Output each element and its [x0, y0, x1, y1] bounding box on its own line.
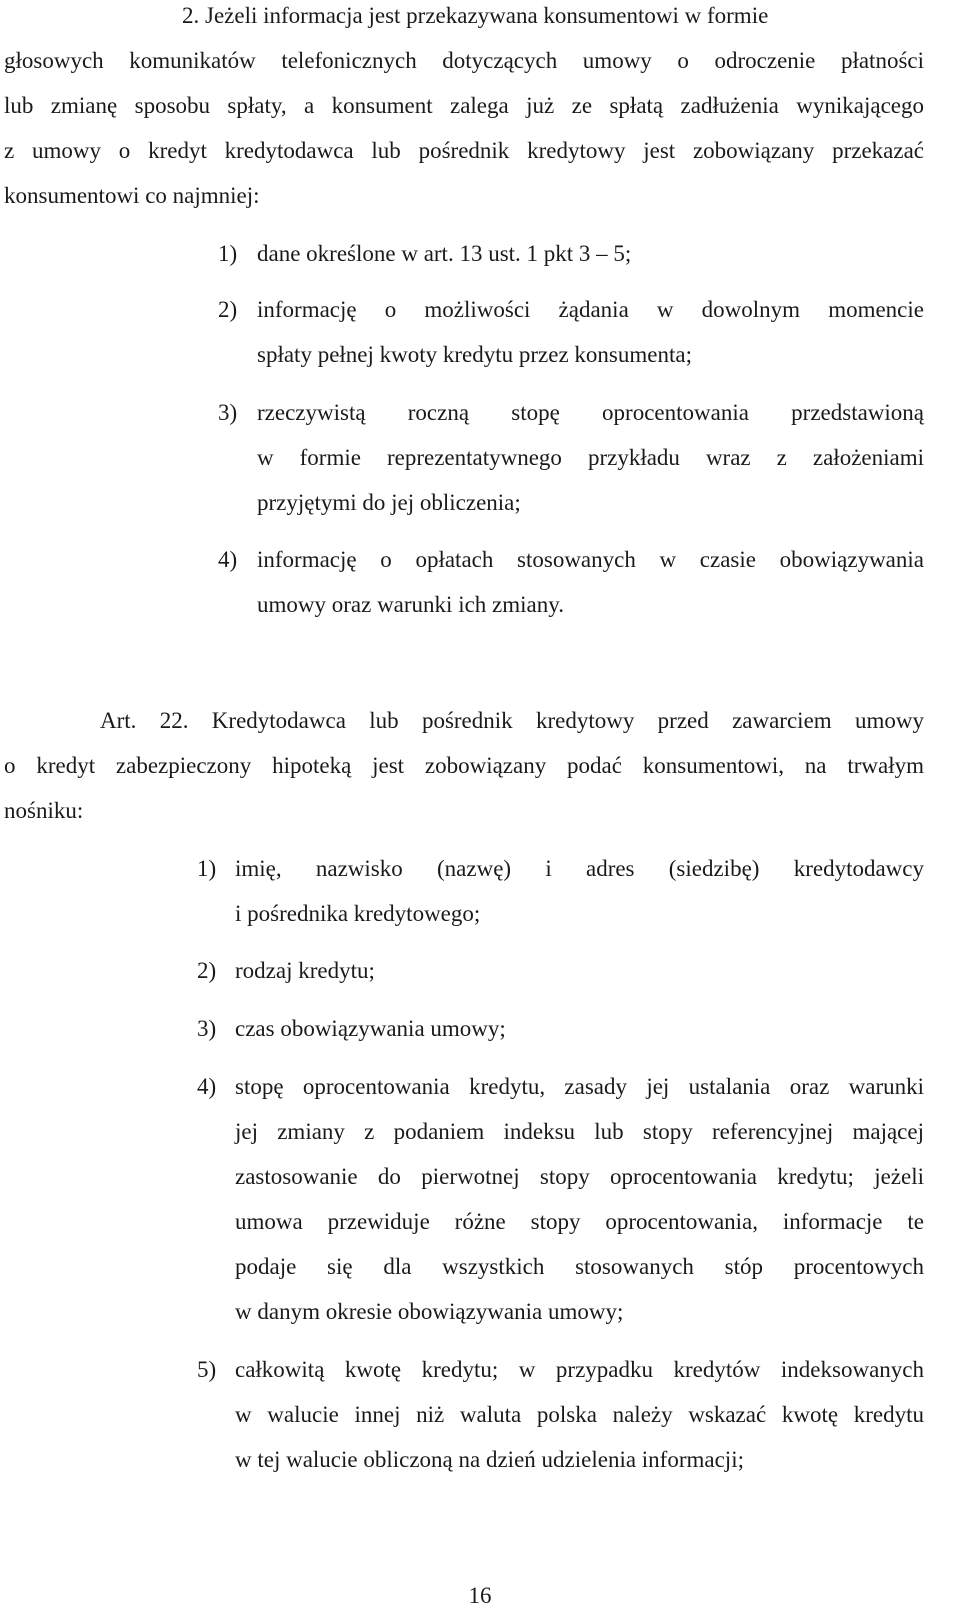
list-item-line: rodzaj kredytu; — [235, 958, 375, 983]
list-item-number: 2) — [197, 958, 217, 983]
list-item-line: informację o możliwości żądania w dowolnym momencie — [257, 297, 924, 322]
list-item-line: i pośrednika kredytowego; — [235, 901, 481, 926]
paragraph-line: z umowy o kredyt kredytodawca lub pośrednik kredytowy jest zobowiązany przekazać — [4, 138, 924, 163]
paragraph-line: lub zmianę sposobu spłaty, a konsument zalega już ze spłatą zadłużenia wynikającego — [4, 93, 924, 118]
list-item-line: w tej walucie obliczoną na dzień udzielenia informacji; — [235, 1447, 744, 1472]
paragraph-line: 2. Jeżeli informacja jest przekazywana konsumentowi w formie — [182, 3, 769, 28]
list-item-line: umowa przewiduje różne stopy oprocentowania, informacje te — [235, 1209, 924, 1234]
list-item-line: umowy oraz warunki ich zmiany. — [257, 592, 564, 617]
list-item-line: w walucie innej niż waluta polska należy wskazać kwotę kredytu — [235, 1402, 924, 1427]
list-item-line: w formie reprezentatywnego przykładu wraz z założeniami — [257, 445, 924, 470]
list-item-line: podaje się dla wszystkich stosowanych stóp procentowych — [235, 1254, 924, 1279]
page-number: 16 — [468, 1583, 492, 1608]
list-item-number: 5) — [197, 1357, 217, 1382]
list-item-number: 4) — [197, 1074, 217, 1099]
list-item-number: 3) — [197, 1016, 217, 1041]
list-item-number: 2) — [218, 297, 238, 322]
paragraph-line: głosowych komunikatów telefonicznych dotyczących umowy o odroczenie płatności — [4, 48, 924, 73]
list-item-line: informację o opłatach stosowanych w czasie obowiązywania — [257, 547, 924, 572]
list-item-number: 1) — [197, 856, 217, 881]
list-item-line: imię, nazwisko (nazwę) i adres (siedzibę) kredytodawcy — [235, 856, 924, 881]
paragraph-line: Art. 22. Kredytodawca lub pośrednik kredytowy przed zawarciem umowy — [100, 708, 924, 733]
list-item-line: rzeczywistą roczną stopę oprocentowania przedstawioną — [257, 400, 924, 425]
list-item-number: 1) — [218, 241, 238, 266]
list-item-line: czas obowiązywania umowy; — [235, 1016, 506, 1041]
list-item-line: jej zmiany z podaniem indeksu lub stopy referencyjnej mającej — [235, 1119, 924, 1144]
list-item-line: zastosowanie do pierwotnej stopy oprocentowania kredytu; jeżeli — [235, 1164, 924, 1189]
list-item-number: 4) — [218, 547, 238, 572]
paragraph-line: o kredyt zabezpieczony hipoteką jest zobowiązany podać konsumentowi, na trwałym — [4, 753, 924, 778]
list-item-line: przyjętymi do jej obliczenia; — [257, 490, 521, 515]
list-item-line: dane określone w art. 13 ust. 1 pkt 3 – 5; — [257, 241, 632, 266]
list-item-line: spłaty pełnej kwoty kredytu przez konsumenta; — [257, 342, 692, 367]
paragraph-line: konsumentowi co najmniej: — [4, 183, 260, 208]
paragraph-line: nośniku: — [4, 798, 84, 823]
list-item-line: w danym okresie obowiązywania umowy; — [235, 1299, 624, 1324]
list-item-line: stopę oprocentowania kredytu, zasady jej ustalania oraz warunki — [235, 1074, 924, 1099]
list-item-line: całkowitą kwotę kredytu; w przypadku kredytów indeksowanych — [235, 1357, 924, 1382]
list-item-number: 3) — [218, 400, 238, 425]
